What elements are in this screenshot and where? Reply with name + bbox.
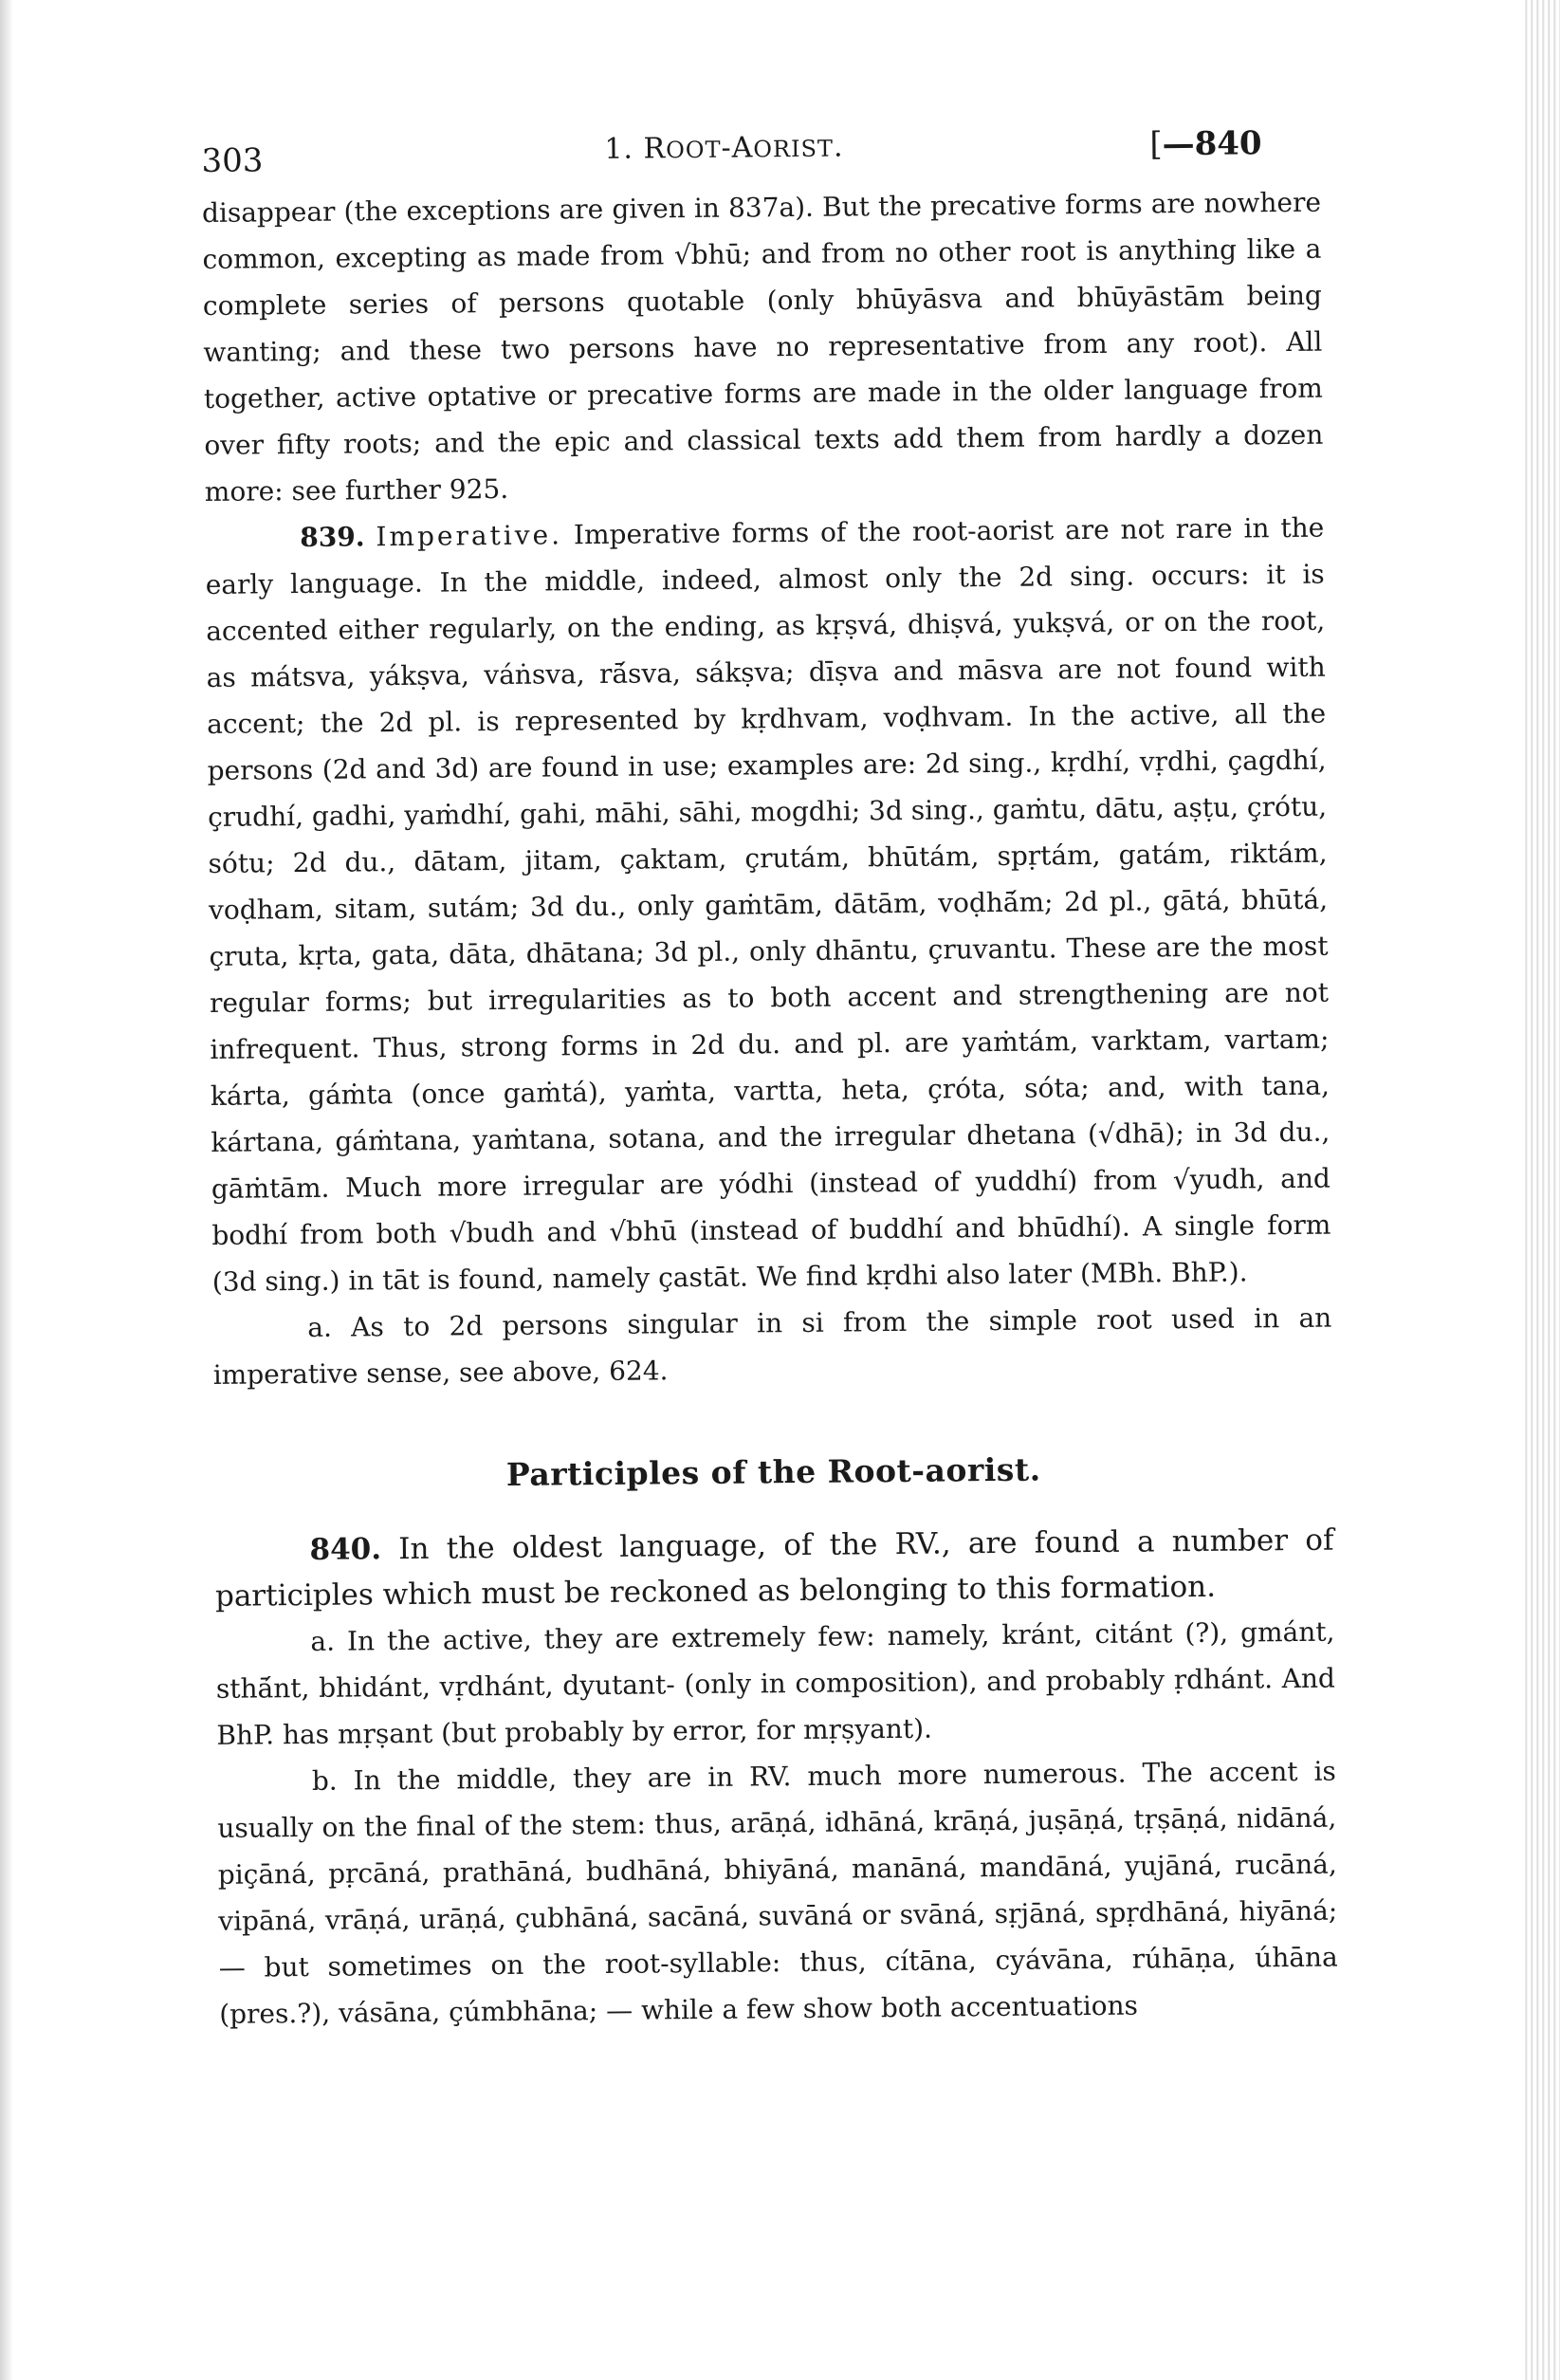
paragraph-840-body: In the oldest language, of the RV., are found a number of participles which must be reckoned as belonging to this formation. [214,1522,1334,1614]
paragraph-840b: b. In the middle, they are in RV. much more numerous. The accent is usually on the final of the stem: thus, arāṇá, idhāná, krāṇá, juṣāṇá, tṛṣāṇá, nidāná, piçāná, pṛcāná, prathāná, budhāná, bhiyāná, manāná, mandāná, yujāná, rucāná, vipāná, vrāṇá, urāṇá, çubhāná, sacāná, suvāná or svāná, sṛjāná, spṛdhāná, hiyāná; — but sometimes on the root-syllable: thus, cítāna, cyávāna, rúhāṇa, úhāna (pres.?), vásāna, çúmbhāna; — while a few show both accentuations [217,1755,1338,2030]
paragraph-839-body: Imperative forms of the root-aorist are not rare in the early language. In the middle, indeed, almost only the 2d sing. occurs: it is accented either regularly, on the ending, as kṛṣvá, dhiṣvá, yukṣvá, or on the root, as mátsva, yákṣva, váṅsva, rā́sva, sákṣva; dīṣva and māsva are not found with accent; the 2d pl. is represented by kṛdhvam, voḍhvam. In the active, all the persons (2d and 3d) are found in use; examples are: 2d sing., kṛdhí, vṛdhi, çagdhí, çrudhí, gadhi, yaṁdhí, gahi, māhi, sāhi, mogdhi; 3d sing., gaṁtu, dātu, aṣṭu, çrótu, sótu; 2d du., dātam, jitam, çaktam, çrutám, bhūtám, spṛtám, gatám, riktám, voḍham, sitam, sutám; 3d du., only gaṁtām, dātām, voḍhā́m; 2d pl., gātá, bhūtá, çruta, kṛta, gata, dāta, dhātana; 3d pl., only dhāntu, çruvantu. These are the most regular forms; but irregularities as to both accent and strengthening are not infrequent. Thus, strong forms in 2d du. and pl. are yaṁtám, varktam, vartam; kárta, gáṁta (once gaṁtá), yaṁta, vartta, heta, çróta, sóta; and, with tana, kártana, gáṁtana, yaṁtana, sotana, and the irregular dhetana (√dhā); in 3d du., gāṁtām. Much more irregular are yódhi (instead of yuddhí) from √yudh, and bodhí from both √budh and √bhū (instead of buddhí and bhūdhí). A single form (3d sing.) in tāt is found, namely çastāt. We find kṛdhi also later (MBh. BhP.). [205,511,1331,1298]
running-title [604,130,843,165]
running-title-sc1: OOT [666,136,722,164]
section-number-839: 839. [300,521,365,554]
paragraph-839a: a. As to 2d persons singular in si from the simple root used in an imperative sense, see above, 624. [212,1301,1332,1391]
paragraph-840a: a. In the active, they are extremely few: namely, kránt, citánt (?), gmánt, sthā́nt, bhidánt, vṛdhánt, dyutant- (only in composition), and probably ṛdhánt. And BhP. has mṛṣant (but probably by error, for mṛṣyant). [215,1615,1336,1751]
section-number-840: 840. [309,1532,382,1567]
running-title-suffix: . [833,130,844,164]
book-page [201,103,1338,2038]
running-title-sc2: ORIST [753,135,835,163]
section-reference [1149,124,1262,163]
section-heading-imperative: Imperative. [376,519,563,553]
paragraph-840 [214,1518,1334,1619]
paragraph-839-imperative [205,505,1331,1305]
paragraph-precative-end: disappear (the exceptions are given in 837a). But the precative forms are nowhere common, excepting as made from √bhū; and from no other root is anything like a complete series of persons quotable (only bhūyāsva and bhūyāstām being wanting; and these two persons have no representative from any root). All together, active optative or precative forms are made in the older language from over fifty roots; and the epic and classical texts add them from hardly a dozen more: see further 925. [201,186,1324,507]
running-header [201,103,1321,190]
section-ref-bracket: [ [1149,125,1163,164]
running-title-dash: -A [721,131,754,165]
running-title-prefix: 1. R [604,132,667,166]
scan-edge-right [1522,0,1560,2380]
scan-edge-left [0,0,13,2380]
page-number: 303 [201,141,264,180]
section-title: Participles of the Root-aorist. [505,1450,1041,1493]
section-ref-number: —840 [1162,124,1262,164]
